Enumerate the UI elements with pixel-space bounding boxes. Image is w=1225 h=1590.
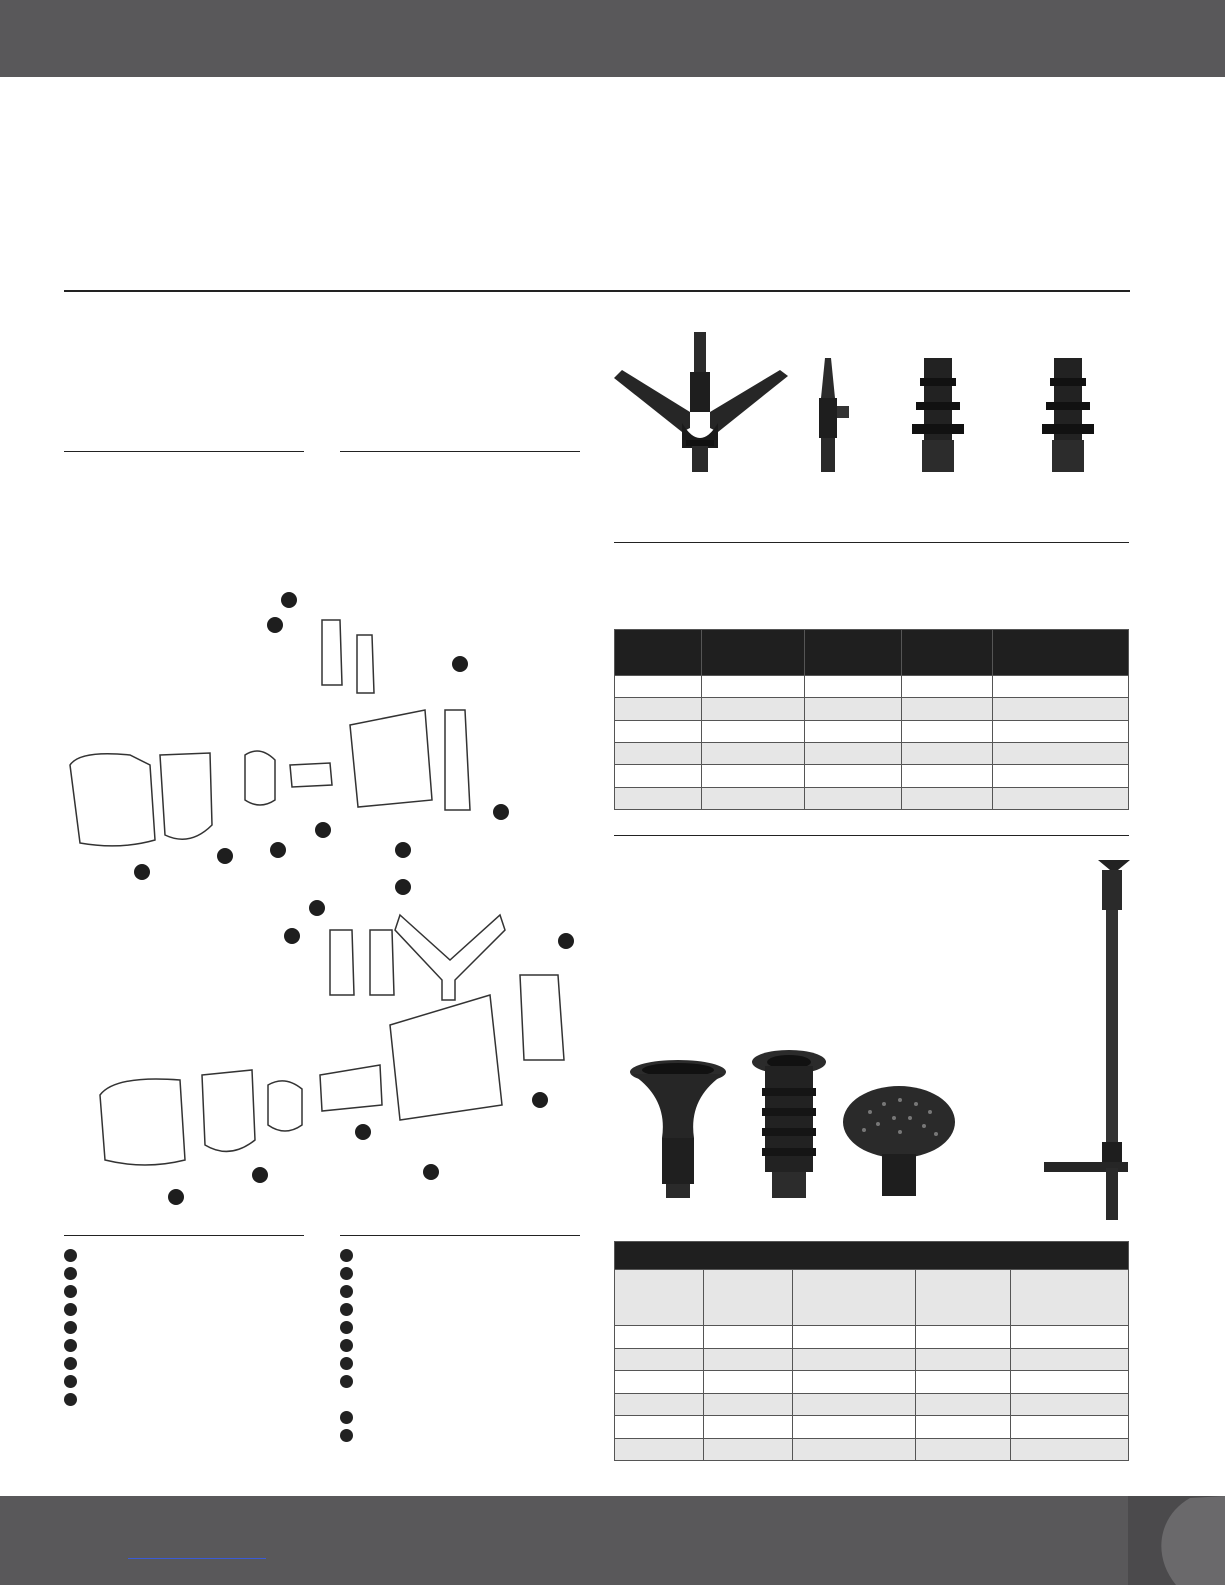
legend-bullet (64, 1249, 77, 1262)
left-column-rule (64, 451, 304, 452)
fountain-section-rule (614, 835, 1129, 836)
top-header-band (0, 0, 1225, 77)
table-row (615, 1438, 1129, 1461)
footer-link-underline[interactable] (128, 1558, 266, 1559)
right-legend-rule (340, 1235, 580, 1236)
legend-bullet (64, 1357, 77, 1370)
legend-bullet (340, 1249, 353, 1262)
footer-leaf-tab (1128, 1496, 1225, 1585)
legend-bullet (64, 1285, 77, 1298)
legend-bullet (64, 1321, 77, 1334)
table-row (615, 1348, 1129, 1371)
table-row (615, 720, 1129, 742)
table-header-cell (916, 1270, 1011, 1326)
legend-bullet (340, 1411, 353, 1424)
legend-bullet (64, 1393, 77, 1406)
table-header-cell (704, 1270, 793, 1326)
table-header-cell (805, 630, 902, 676)
table-header-cell (615, 1270, 704, 1326)
stepped-hose-adapter-icon (910, 358, 966, 474)
legend-bullet (340, 1429, 353, 1442)
legend-bullet (64, 1267, 77, 1280)
table-title-bar (615, 1242, 1129, 1270)
left-legend-rule (64, 1235, 304, 1236)
pump-spec-table (614, 629, 1129, 810)
large-pump-exploded-diagram-icon (90, 875, 580, 1205)
legend-bullet (340, 1303, 353, 1316)
legend-bullet (340, 1339, 353, 1352)
legend-bullet (64, 1375, 77, 1388)
table-row (615, 765, 1129, 787)
tulip-nozzle-icon (628, 1058, 728, 1200)
legend-bullet (340, 1375, 353, 1388)
stepped-hose-adapter-icon (1040, 358, 1096, 474)
legend-bullet (64, 1339, 77, 1352)
accessory-spec-table (614, 1241, 1129, 1461)
y-connector-valve-icon (612, 328, 792, 476)
leaf-icon (1128, 1496, 1225, 1585)
section-divider (64, 290, 1130, 292)
bell-nozzle-icon (750, 1048, 828, 1200)
accessories-rule (614, 542, 1129, 543)
legend-bullet (340, 1321, 353, 1334)
middle-column-rule (340, 451, 580, 452)
legend-bullet (340, 1267, 353, 1280)
table-row (615, 1371, 1129, 1394)
valve-nozzle-icon (813, 358, 853, 474)
table-row (615, 787, 1129, 809)
table-header-cell (993, 630, 1129, 676)
table-row (615, 742, 1129, 764)
legend-bullet (340, 1285, 353, 1298)
table-row (615, 1416, 1129, 1439)
small-pump-exploded-diagram-icon (60, 585, 520, 885)
table-header-cell (702, 630, 805, 676)
table-header-cell (793, 1270, 916, 1326)
table-header-cell (615, 630, 702, 676)
table-header-cell (1011, 1270, 1129, 1326)
telescoping-extension-tube-icon (1040, 858, 1136, 1224)
table-row (615, 676, 1129, 698)
legend-bullet (64, 1303, 77, 1316)
table-row (615, 1326, 1129, 1349)
table-row (615, 1393, 1129, 1416)
legend-bullet (340, 1357, 353, 1370)
spray-head-icon (840, 1082, 958, 1200)
bottom-footer-band (0, 1496, 1225, 1585)
table-header-cell (902, 630, 993, 676)
table-row (615, 698, 1129, 720)
